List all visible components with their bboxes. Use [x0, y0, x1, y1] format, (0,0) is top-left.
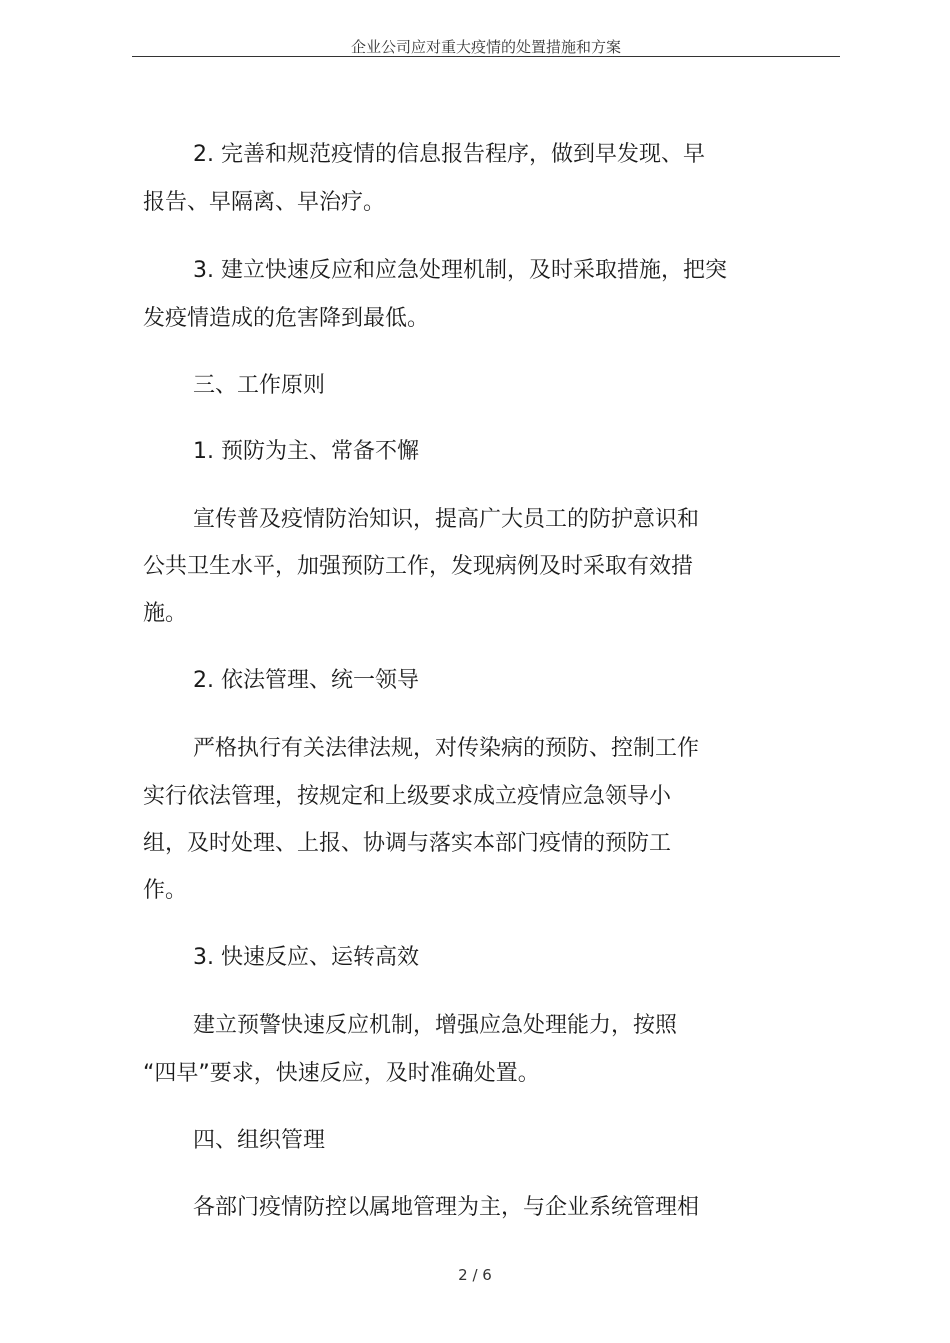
subsection-heading: 1. 预防为主、常备不懈	[193, 439, 419, 464]
body-line: 严格执行有关法律法规，对传染病的预防、控制工作	[193, 736, 700, 761]
section-heading: 四、组织管理	[193, 1128, 326, 1153]
body-line: 建立预警快速反应机制，增强应急处理能力，按照	[193, 1013, 678, 1038]
body-line: 施。	[143, 601, 188, 626]
running-header: 企业公司应对重大疫情的处置措施和方案	[350, 38, 621, 56]
body-line: “四早”要求，快速反应，及时准确处置。	[143, 1061, 540, 1086]
body-line: 作。	[143, 878, 188, 903]
body-line: 宣传普及疫情防治知识，提高广大员工的防护意识和	[193, 507, 700, 532]
header-divider	[132, 56, 840, 57]
body-line: 报告、早隔离、早治疗。	[143, 190, 386, 215]
page-number: 2 / 6	[458, 1266, 492, 1284]
body-line: 组，及时处理、上报、协调与落实本部门疫情的预防工	[143, 831, 672, 856]
body-line: 发疫情造成的危害降到最低。	[143, 306, 430, 331]
body-line: 实行依法管理，按规定和上级要求成立疫情应急领导小	[143, 784, 672, 809]
body-line: 3. 建立快速反应和应急处理机制，及时采取措施，把突	[193, 258, 727, 283]
body-line: 各部门疫情防控以属地管理为主，与企业系统管理相	[193, 1195, 700, 1220]
body-line: 2. 完善和规范疫情的信息报告程序，做到早发现、早	[193, 142, 705, 167]
body-line: 公共卫生水平，加强预防工作，发现病例及时采取有效措	[143, 554, 694, 579]
subsection-heading: 3. 快速反应、运转高效	[193, 945, 419, 970]
subsection-heading: 2. 依法管理、统一领导	[193, 668, 419, 693]
section-heading: 三、工作原则	[193, 373, 326, 398]
